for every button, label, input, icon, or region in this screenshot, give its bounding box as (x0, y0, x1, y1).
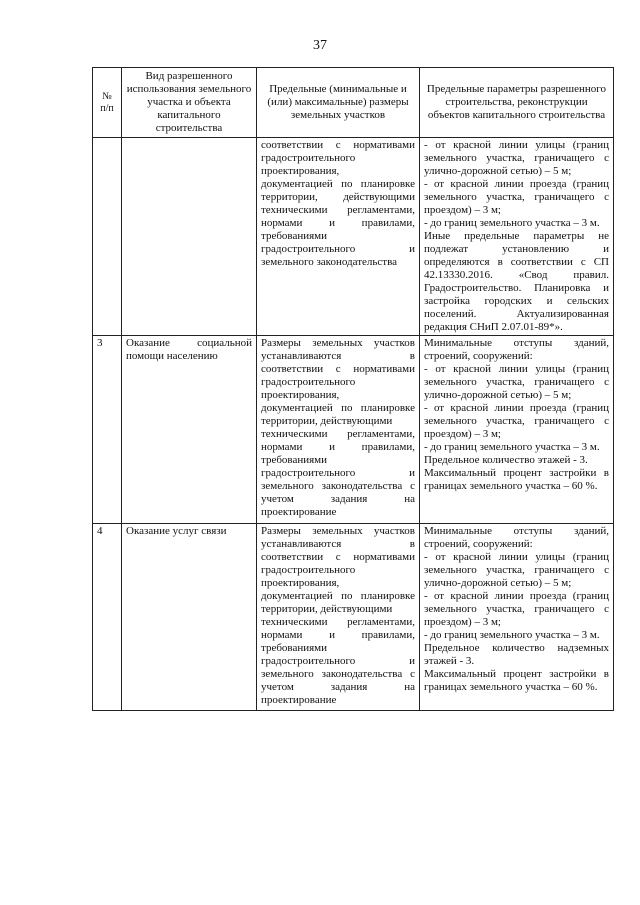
text-line: градостроительного и (261, 467, 415, 479)
text-line: Размеры земельных участков (261, 525, 415, 537)
parameter-item: - от красной линии улицы (границ земельного участка, граничащего с улично-дорожной сетью) – 5 м; (424, 363, 609, 401)
permitted-use-cell: Оказание социальной помощи населению (122, 336, 257, 524)
text-line: соответствии с нормативами (261, 363, 415, 375)
row-number: 3 (93, 336, 122, 524)
parameter-item: Минимальные отступы зданий, строений, сооружений: (424, 337, 609, 362)
table-row-continued (93, 138, 614, 336)
plot-sizes-cell (257, 336, 420, 524)
parameter-item: - до границ земельного участка – 3 м. (424, 217, 600, 229)
text-line: нормами и правилами, (261, 441, 415, 453)
table-row (93, 524, 614, 711)
parameter-item: - от красной линии проезда (границ земельного участка, граничащего с проездом) – 3 м; (424, 402, 609, 440)
text-line: учетом задания на (261, 493, 415, 505)
text-line: устанавливаются в (261, 350, 415, 362)
text-line: градостроительного и (261, 655, 415, 667)
text-line: документацией по планировке (261, 402, 415, 414)
text-line: требованиями (261, 454, 328, 466)
permitted-use-cell: Оказание услуг связи (122, 524, 257, 711)
header-number: № п/п (93, 68, 122, 138)
construction-parameters-cell (420, 138, 614, 336)
text-line: учетом задания на (261, 681, 415, 693)
text-line: устанавливаются в (261, 538, 415, 550)
parameter-item: - от красной линии проезда (границ земельного участка, граничащего с проездом) – 3 м; (424, 590, 609, 628)
text-line: проектирование (261, 694, 337, 706)
text-line: территории, действующими (261, 415, 393, 427)
text-line: требованиями (261, 642, 328, 654)
text-line: техническими регламентами, (261, 204, 415, 216)
plot-sizes-cell (257, 524, 420, 711)
text-line: территории, действующими (261, 603, 393, 615)
text-line: градостроительного (261, 152, 356, 164)
text-line: нормами и правилами, (261, 629, 415, 641)
text-line: проектирования, (261, 577, 340, 589)
text-line: территории, действующими (261, 191, 415, 203)
text-line: проектирования, (261, 165, 340, 177)
text-line: соответствии с нормативами (261, 139, 415, 151)
table-row (93, 336, 614, 524)
header-construction-parameters: Предельные параметры разрешенного строительства, реконструкции объектов капитального строительства (420, 68, 614, 138)
text-line: земельного законодательства с (261, 668, 415, 680)
regulations-table (92, 67, 614, 711)
text-line: земельного законодательства с (261, 480, 415, 492)
parameter-item: Минимальные отступы зданий, строений, сооружений: (424, 525, 609, 550)
plot-sizes-cell (257, 138, 420, 336)
text-line: земельного законодательства (261, 256, 398, 268)
row-number (93, 138, 122, 336)
parameter-item: Предельное количество этажей - 3. (424, 454, 588, 466)
row-number: 4 (93, 524, 122, 711)
parameter-item: - от красной линии улицы (границ земельного участка, граничащего с улично-дорожной сетью) – 5 м; (424, 139, 609, 177)
parameter-item: - от красной линии проезда (границ земельного участка, граничащего с проездом) – 3 м; (424, 178, 609, 216)
text-line: градостроительного (261, 376, 356, 388)
parameter-item: Максимальный процент застройки в границах земельного участка – 60 %. (424, 668, 609, 693)
parameter-item: Предельное количество надземных этажей - 3. (424, 642, 609, 667)
page-number: 37 (313, 38, 327, 53)
text-line: Размеры земельных участков (261, 337, 415, 349)
header-plot-sizes: Предельные (минимальные и (или) максимальные) размеры земельных участков (257, 68, 420, 138)
parameter-item: - до границ земельного участка – 3 м. (424, 629, 600, 641)
text-line: документацией по планировке (261, 178, 415, 190)
text-line: градостроительного и (261, 243, 415, 255)
parameter-item: - от красной линии улицы (границ земельного участка, граничащего с улично-дорожной сетью) – 5 м; (424, 551, 609, 589)
parameter-item: - до границ земельного участка – 3 м. (424, 441, 600, 453)
text-line: техническими регламентами, (261, 616, 415, 628)
text-line: соответствии с нормативами (261, 551, 415, 563)
text-line: техническими регламентами, (261, 428, 415, 440)
text-line: проектирования, (261, 389, 340, 401)
text-line: требованиями (261, 230, 328, 242)
text-line: градостроительного (261, 564, 356, 576)
table-header-row (93, 68, 614, 138)
permitted-use-cell (122, 138, 257, 336)
text-line: нормами и правилами, (261, 217, 415, 229)
parameter-item: Иные предельные параметры не подлежат установлению и определяются в соответствии с СП 42.13330.2016. «Свод правил. Градостроительство. Планировка и застройка городских и сельских поселений. Актуализированная редакция СНиП 2.07.01-89*». (424, 230, 609, 333)
text-line: проектирование (261, 506, 337, 518)
construction-parameters-cell (420, 336, 614, 524)
text-line: документацией по планировке (261, 590, 415, 602)
header-permitted-use: Вид разрешенного использования земельного участка и объекта капитального строительства (122, 68, 257, 138)
construction-parameters-cell (420, 524, 614, 711)
parameter-item: Максимальный процент застройки в границах земельного участка – 60 %. (424, 467, 609, 492)
